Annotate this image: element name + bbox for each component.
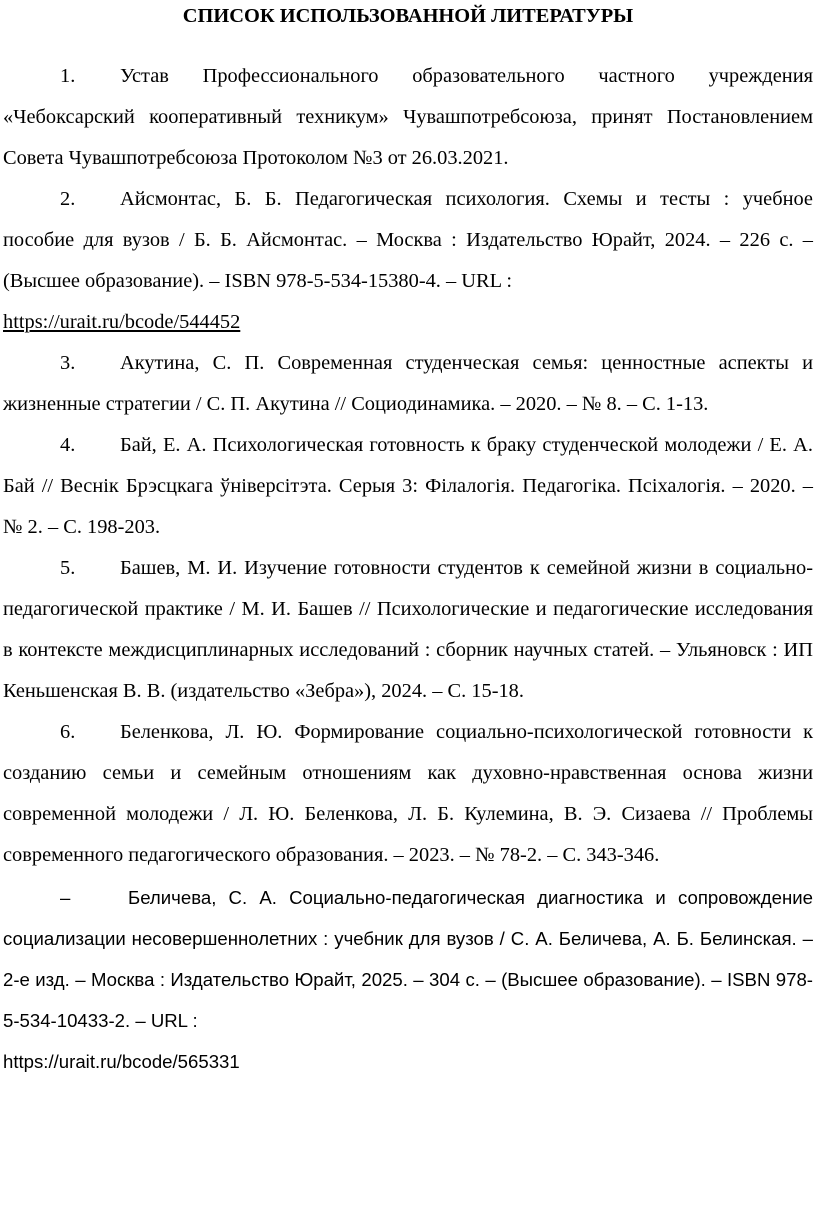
entry-url-link[interactable]: https://urait.ru/bcode/544452 [3,311,241,333]
entry-text: Айсмонтас, Б. Б. Педагогическая психология. Схемы и тесты : учебное пособие для вузов / Б. Б. Айсмонтас. – Москва : Издательство Юрайт, 2024. – 226 с. – (Высшее образование). – ISBN 978-5-534-15380-4. – URL : [3,188,813,292]
entry-number: 1. [60,65,76,87]
reference-entry-2 [3,179,813,343]
entry-url-text: https://urait.ru/bcode/565331 [3,1051,240,1072]
reference-entry-1 [3,56,813,179]
entry-number: 5. [60,557,76,579]
entry-text: Башев, М. И. Изучение готовности студентов к семейной жизни в социально-педагогической практике / М. И. Башев // Психологические и педагогические исследования в контексте междисциплинарных исследований : сборник научных статей. – Ульяновск : ИП Кеньшенская В. В. (издательство «Зебра»), 2024. – С. 15-18. [3,557,813,702]
page-title: СПИСОК ИСПОЛЬЗОВАННОЙ ЛИТЕРАТУРЫ [182,5,634,27]
reference-entry-4 [3,425,813,548]
reference-entry-3 [3,343,813,425]
entry-number: 6. [60,721,76,743]
reference-entry-7 [3,877,813,1082]
entry-text: Акутина, С. П. Современная студенческая семья: ценностные аспекты и жизненные стратегии / С. П. Акутина // Социодинамика. – 2020. – № 8. – С. 1-13. [3,352,813,415]
entry-number: 2. [60,188,76,210]
reference-entry-5 [3,548,813,712]
entry-number: 3. [60,352,76,374]
reference-entry-6 [3,712,813,876]
entry-text: Беленкова, Л. Ю. Формирование социально-психологической готовности к созданию семьи и семейным отношениям как духовно-нравственная основа жизни современной молодежи / Л. Ю. Беленкова, Л. Б. Кулемина, В. Э. Сизаева // Проблемы современного педагогического образования. – 2023. – № 78-2. – С. 343-346. [3,721,813,866]
entry-number: 4. [60,434,76,456]
entry-text: Беличева, С. А. Социально-педагогическая диагностика и сопровождение социализации несовершеннолетних : учебник для вузов / С. А. Беличева, А. Б. Белинская. – 2-е изд. – Москва : Издательство Юрайт, 2025. – 304 с. – (Высшее образование). – ISBN 978-5-534-10433-2. – URL : [3,887,813,1031]
entry-text: Бай, Е. А. Психологическая готовность к браку студенческой молодежи / Е. А. Бай // Веснік Брэсцкага ўніверсітэта. Серыя 3: Філалогія. Педагогіка. Псіхалогія. – 2020. – № 2. – С. 198-203. [3,434,813,538]
entry-text: Устав Профессионального образовательного частного учреждения «Чебоксарский кооперативный техникум» Чувашпотребсоюза, принят Постановлением Совета Чувашпотребсоюза Протоколом №3 от 26.03.2021. [3,65,813,169]
entry-number: – [60,887,71,908]
